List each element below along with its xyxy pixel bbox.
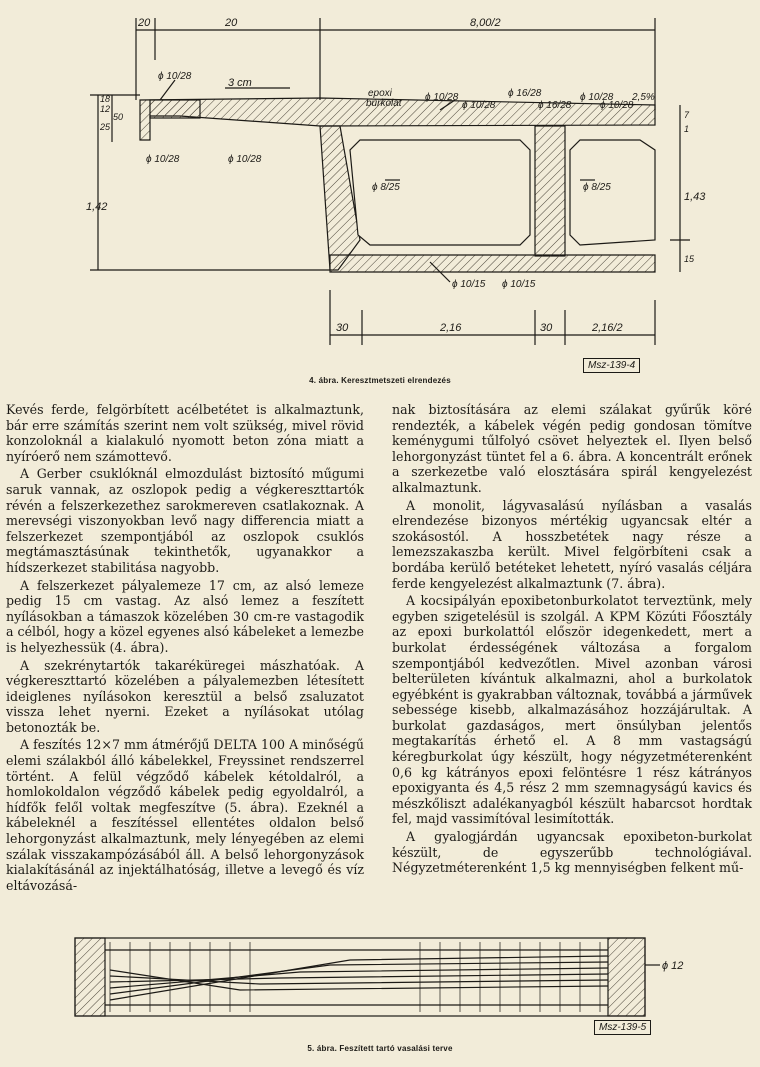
figure-4-label: ϕ 16/28 bbox=[538, 100, 572, 111]
paragraph: Kevés ferde, felgörbített acélbetétet is alkalmaztunk, bár erre számítás szerint nem volt szükség, mivel rövid konzoloknál a kialakuló nyomott beton zóna miatt a nyíróerő nem számottevő. bbox=[6, 402, 364, 464]
figure-4-label: epoxi bbox=[368, 88, 392, 99]
figure-4-label: 1,42 bbox=[86, 201, 108, 213]
paragraph: A monolit, lágyvasalású nyílásban a vasalás elrendezése bizonyos mértékig ugyancsak eltér a szokásostól. A hosszbetétek nagy része a lemezszakaszba került. Mivel felgörbíteni csak a bordába kerülő betéteket lehetett, nyíró vasalás céljára ferde kengyelezést alkalmaztunk (7. ábra). bbox=[392, 497, 752, 591]
figure-5-caption: 5. ábra. Feszített tartó vasalási terve bbox=[307, 1044, 453, 1053]
figure-4-label: 30 bbox=[336, 322, 349, 334]
figure-4-label: 12 bbox=[100, 104, 111, 114]
figure-4-label: 2,16/2 bbox=[592, 322, 623, 334]
figure-4-label: ϕ 10/28 bbox=[580, 92, 614, 103]
figure-4-label: 18 bbox=[100, 94, 111, 104]
right-text-column bbox=[392, 402, 752, 878]
paragraph: A szekrénytartók takaréküregei mászhatóak. A végkereszttartó közelében a pályalemezben létesített ideiglenes nyílásokon keresztül a belső zsaluzatot vissza lehet nyerni. Ezeket a nyílásokat utólag betonozták be. bbox=[6, 657, 364, 735]
figure-4-label: ϕ 10/28 bbox=[158, 71, 192, 82]
figure-4-label: ϕ 10/28 bbox=[462, 100, 496, 111]
figure-4-label: ϕ 10/28 bbox=[600, 100, 634, 111]
figure-4-label: 2,5% bbox=[632, 92, 655, 103]
figure-4-label: 3 cm bbox=[228, 77, 252, 89]
cross-section-figure bbox=[0, 0, 760, 380]
figure-4-label: ϕ 10/28 bbox=[228, 154, 262, 165]
figure-4-label: 20 bbox=[138, 17, 151, 29]
figure-4-label: ϕ 10/15 bbox=[452, 279, 486, 290]
paragraph: nak biztosítására az elemi szálakat gyűrűk köré rendezték, a kábelek végén pedig gondosan tömítve keménygumi tűlfolyó csövet helyeztek el. Ilyen belső lehorgonyzást tüntet fel a 6. ábra. A koncentrált erőnek a szerkezetbe való elosztására spirál kengyelezést alkalmaztunk. bbox=[392, 402, 752, 495]
figure-4-label: ϕ 10/15 bbox=[502, 279, 536, 290]
figure-4-label: 1,43 bbox=[684, 191, 706, 203]
figure-4-label: 15 bbox=[684, 254, 695, 264]
figure-4-code: Msz-139-4 bbox=[583, 358, 640, 373]
figure-4-label: 1 bbox=[684, 124, 690, 134]
figure-4-label: 8,00/2 bbox=[470, 17, 501, 29]
paragraph: A gyalogjárdán ugyancsak epoxibeton-burkolat készült, de egyszerűbb technológiával. Négyzetméterenként 1,5 kg mennyiségben felkent mű- bbox=[392, 829, 752, 876]
figure-4-label: ϕ 8/25 bbox=[583, 182, 611, 193]
figure-5-code: Msz-139-5 bbox=[594, 1020, 651, 1035]
figure-4-label: ϕ 10/28 bbox=[425, 92, 459, 103]
figure-4-label: 2,16 bbox=[440, 322, 462, 334]
figure-4-label: ϕ 8/25 bbox=[372, 182, 400, 193]
figure-4-label: 7 bbox=[684, 110, 690, 120]
figure-4-label: ϕ 16/28 bbox=[508, 88, 542, 99]
paragraph: A feszítés 12×7 mm átmérőjű DELTA 100 A minőségű elemi szálakból álló kábelekkel, Freyssinet rendszerrel történt. A felül végződő kábelek kétoldalról, a homlokoldalon végződő kábelek pedig egyoldalról, a hídfők felől voltak megfeszítve (5. ábra). Ezeknél a kábeleknél a feszítéssel ellentétes oldalon belső lehorgonyzást alkalmaztunk, mely lényegében az elemi szálak visszakampózásából áll. A belső lehorgonyzások kialakításánál az injektálhatóság, illetve a levegő és víz eltávozásá- bbox=[6, 737, 364, 893]
figure-4-caption: 4. ábra. Keresztmetszeti elrendezés bbox=[309, 376, 451, 385]
figure-4-label: burkolat bbox=[366, 98, 402, 109]
paragraph: A Gerber csuklóknál elmozdulást biztosító műgumi saruk vannak, az oszlopok pedig a végkereszttartók révén a felszerkezethez sarokmereven csatlakoznak. A merevségi viszonyokban levő nagy differencia miatt a felszerkezet szempontjából az oszlopok csuklós megtámasztásúnak tekinthetők, ugyanakkor a hídszerkezet stabilitása nagyobb. bbox=[6, 466, 364, 575]
figure-4-label: 20 bbox=[225, 17, 238, 29]
figure-5-rebar-label: ϕ 12 bbox=[662, 960, 684, 972]
paragraph: A felszerkezet pályalemeze 17 cm, az alsó lemeze pedig 15 cm vastag. Az alsó lemez a feszített nyílásokban a támaszok közelében 30 cm-re vastagodik a célból, hogy a közel egyenes alsó kábeleket a lemezbe is helyezhessük (4. ábra). bbox=[6, 577, 364, 655]
figure-4-label: 25 bbox=[100, 122, 111, 132]
figure-4-label: ϕ 10/28 bbox=[146, 154, 180, 165]
figure-4-label: 30 bbox=[540, 322, 553, 334]
paragraph: A kocsipályán epoxibetonburkolatot terveztünk, mely egyben szigetelésül is szolgál. A KPM Közúti Főosztály az epoxi burkolattól először idegenkedett, mert a burkolat érdességének változása a forgalom szempontjából kedvezőtlen. Mivel azonban városi belterületen kívántuk alkalmazni, ahol a burkolatok egyébként is gyakrabban változnak, továbbá a járművek sebessége kisebb, alkalmazásához hozzájárultak. A burkolat gazdaságos, mert önsúlyban jelentős megtakarítás érhető el. A 8 mm vastagságú kéregburkolat úgy készült, hogy négyzetméterenként 0,6 kg kátrányos epoxi felöntésre 1 rész kátrányos epoxigyanta és 4,5 rész 2 mm szemnagyságú kavics és mészkőliszt adalékanyagból készült habarcsot hordtak fel, majd vassimítóval lesimították. bbox=[392, 593, 752, 827]
left-text-column bbox=[6, 402, 364, 895]
figure-4-label: 50 bbox=[113, 112, 124, 122]
